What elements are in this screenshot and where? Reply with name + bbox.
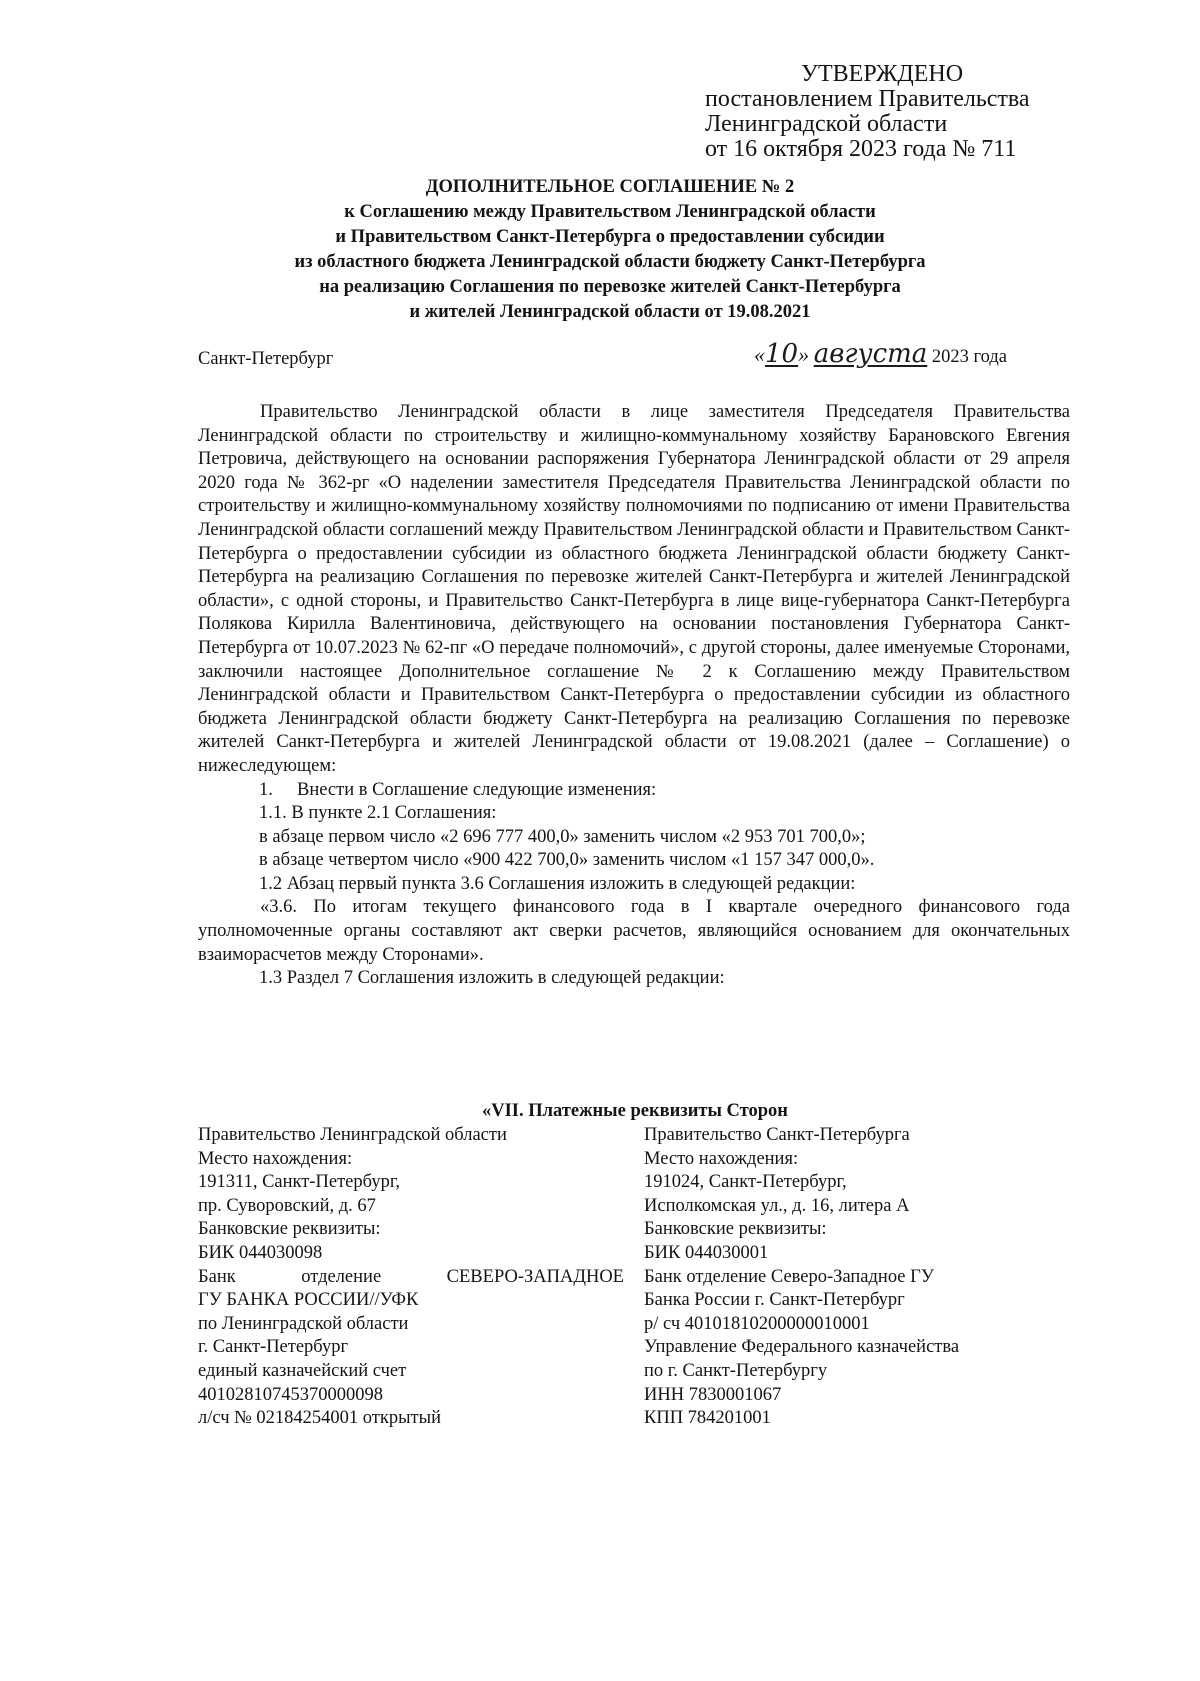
right-location-label: Место нахождения: <box>644 1148 799 1169</box>
leningrad-region-details <box>198 1124 628 1431</box>
right-treasury-2: по г. Санкт-Петербургу <box>644 1360 828 1381</box>
left-bank-line-2: ГУ БАНКА РОССИИ//УФК <box>198 1290 419 1311</box>
payment-details-title: «VII. Платежные реквизиты Сторон <box>482 1101 788 1121</box>
left-treasury-account: 40102810745370000098 <box>198 1384 383 1405</box>
saint-petersburg-details <box>644 1124 1074 1431</box>
right-bank-line-1: Банк отделение Северо-Западное ГУ <box>644 1266 934 1287</box>
right-address-1: 191024, Санкт-Петербург, <box>644 1172 847 1193</box>
left-bik: БИК 044030098 <box>198 1242 323 1263</box>
heading-line-5: и жителей Ленинградской области от 19.08.2021 <box>409 302 811 322</box>
left-bank-line-1 <box>198 1266 624 1290</box>
right-treasury-1: Управление Федерального казначейства <box>644 1337 960 1358</box>
left-address-2: пр. Суворовский, д. 67 <box>198 1195 376 1216</box>
left-address-1: 191311, Санкт-Петербург, <box>198 1172 400 1193</box>
left-bank-word-2: отделение <box>301 1266 382 1287</box>
approval-line-2: Ленинградской области <box>705 111 948 137</box>
document-title: ДОПОЛНИТЕЛЬНОЕ СОГЛАШЕНИЕ № 2 <box>425 177 795 197</box>
item-1-text: Внести в Соглашение следующие изменения: <box>297 779 657 800</box>
item-1-1-b: в абзаце четвертом число «900 422 700,0» заменить числом «1 157 347 000,0». <box>259 850 875 871</box>
heading-line-3: из областного бюджета Ленинградской области бюджету Санкт-Петербурга <box>294 252 926 272</box>
heading-line-4: на реализацию Соглашения по перевозке жителей Санкт-Петербурга <box>319 277 901 297</box>
date-close-quote: » <box>798 342 810 367</box>
right-bik: БИК 044030001 <box>644 1242 769 1263</box>
approval-line-3: от 16 октября 2023 года № 711 <box>705 136 1017 162</box>
item-1-1: 1.1. В пункте 2.1 Соглашения: <box>259 803 497 824</box>
left-bank-line-3: по Ленинградской области <box>198 1313 409 1334</box>
date-open-quote: « <box>754 342 765 367</box>
left-bank-word-3: СЕВЕРО-ЗАПАДНОЕ <box>446 1266 624 1287</box>
agreement-body <box>198 401 1070 991</box>
date-month-handwritten: августа <box>813 339 928 369</box>
item-1-2-quote: «3.6. По итогам текущего финансового года в I квартале очередного финансового года уполномоченные органы составляют акт сверки расчетов, являющийся основанием для окончательных взаиморасчетов между Сторонами». <box>198 897 1070 965</box>
heading-line-2: и Правительством Санкт-Петербурга о предоставлении субсидии <box>335 227 885 247</box>
right-address-2: Исполкомская ул., д. 16, литера А <box>644 1195 910 1216</box>
left-treasury-label: единый казначейский счет <box>198 1360 407 1381</box>
heading-line-1: к Соглашению между Правительством Ленинградской области <box>344 202 876 222</box>
signing-place: Санкт-Петербург <box>198 349 334 369</box>
left-bank-line-4: г. Санкт-Петербург <box>198 1337 349 1358</box>
right-bank-label: Банковские реквизиты: <box>644 1219 827 1240</box>
item-1-1-a: в абзаце первом число «2 696 777 400,0» заменить числом «2 953 701 700,0»; <box>259 826 866 847</box>
approval-title: УТВЕРЖДЕНО <box>801 61 964 87</box>
item-1-number: 1. <box>259 779 273 800</box>
item-1-3: 1.3 Раздел 7 Соглашения изложить в следующей редакции: <box>259 968 725 989</box>
date-year: 2023 года <box>931 347 1008 367</box>
approval-line-1: постановлением Правительства <box>705 86 1030 112</box>
left-location-label: Место нахождения: <box>198 1148 353 1169</box>
date-day-handwritten: 10 <box>765 339 799 369</box>
left-bank-word-1: Банк <box>198 1266 236 1287</box>
right-account: р/ сч 40101810200000010001 <box>644 1313 870 1334</box>
approval-stamp <box>705 62 1030 162</box>
right-bank-line-2: Банка России г. Санкт-Петербург <box>644 1290 905 1311</box>
item-1-2: 1.2 Абзац первый пункта 3.6 Соглашения изложить в следующей редакции: <box>259 873 856 894</box>
left-personal-account: л/сч № 02184254001 открытый <box>198 1408 441 1429</box>
left-bank-label: Банковские реквизиты: <box>198 1219 381 1240</box>
item-1 <box>198 779 1070 803</box>
document-heading <box>160 175 1060 325</box>
right-inn: ИНН 7830001067 <box>644 1384 782 1405</box>
intro-paragraph: Правительство Ленинградской области в лице заместителя Председателя Правительства Ленинградской области по строительству и жилищно-коммунальному хозяйству Барановского Евгения Петровича, действующего на основании распоряжения Губернатора Ленинградской области от 29 апреля 2020 года № 362-рг «О наделении заместителя Председателя Правительства Ленинградской области по строительству и жилищно-коммунальному хозяйству полномочиями по подписанию от имени Правительства Ленинградской области соглашений между Правительством Ленинградской области и Правительством Санкт-Петербурга о предоставлении субсидии из областного бюджета Ленинградской области бюджету Санкт-Петербурга на реализацию Соглашения по перевозке жителей Санкт-Петербурга и жителей Ленинградской области», с одной стороны, и Правительство Санкт-Петербурга в лице вице-губернатора Санкт-Петербурга Полякова Кирилла Валентиновича, действующего на основании постановления Губернатора Санкт-Петербурга от 10.07.2023 № 62-пг «О передаче полномочий», с другой стороны, далее именуемые Сторонами, заключили настоящее Дополнительное соглашение № 2 к Соглашению между Правительством Ленинградской области и Правительством Санкт-Петербурга о предоставлении субсидии из областного бюджета Ленинградской области бюджету Санкт-Петербурга на реализацию Соглашения по перевозке жителей Санкт-Петербурга и жителей Ленинградской области от 19.08.2021 (далее – Соглашение) о нижеследующем: <box>198 402 1070 776</box>
left-org: Правительство Ленинградской области <box>198 1125 507 1145</box>
right-kpp: КПП 784201001 <box>644 1408 771 1429</box>
signing-date <box>754 339 1007 369</box>
right-org: Правительство Санкт-Петербурга <box>644 1125 910 1145</box>
